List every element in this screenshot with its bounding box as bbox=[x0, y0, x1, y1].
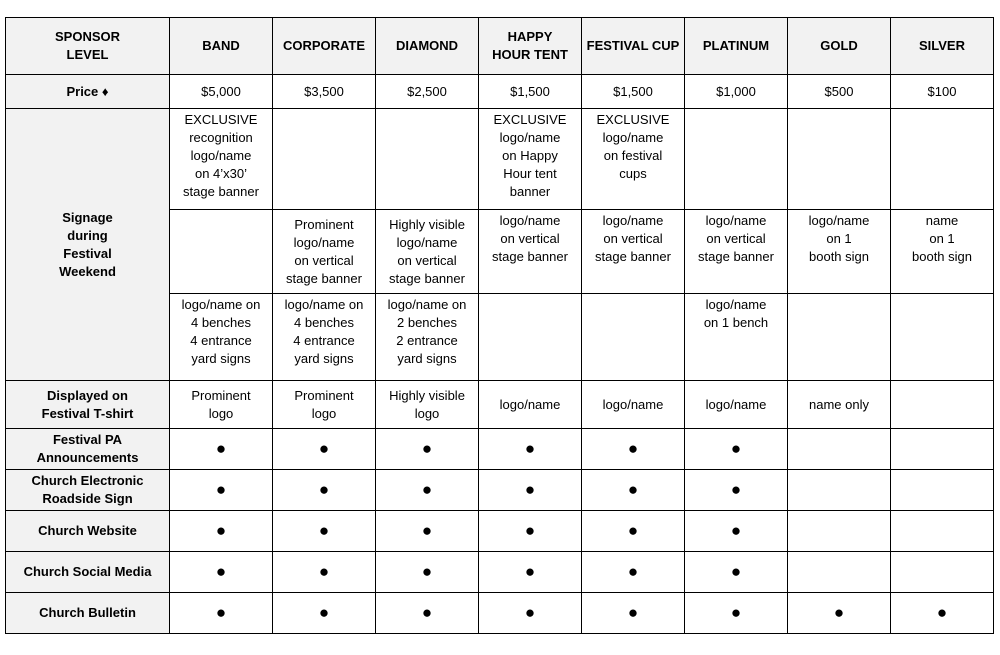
included-bullet bbox=[788, 429, 891, 470]
included-bullet: ● bbox=[582, 511, 685, 552]
tshirt-row bbox=[6, 381, 994, 429]
included-bullet: ● bbox=[685, 429, 788, 470]
tshirt-cell: logo/name bbox=[582, 381, 685, 429]
included-bullet: ● bbox=[376, 552, 479, 593]
sponsor-level-header: SPONSOR LEVEL bbox=[6, 18, 170, 75]
level-header-platinum: PLATINUM bbox=[685, 18, 788, 75]
benefit-label: Church Social Media bbox=[6, 552, 170, 593]
included-bullet: ● bbox=[376, 429, 479, 470]
included-bullet: ● bbox=[479, 552, 582, 593]
included-bullet: ● bbox=[273, 593, 376, 634]
benefit-row-website bbox=[6, 511, 994, 552]
price-cell: $1,500 bbox=[479, 75, 582, 109]
signage-cell bbox=[273, 109, 376, 210]
included-bullet bbox=[788, 552, 891, 593]
signage-label: Signage during Festival Weekend bbox=[6, 109, 170, 381]
included-bullet: ● bbox=[376, 511, 479, 552]
included-bullet bbox=[891, 429, 994, 470]
signage-cell: Highly visible logo/name on vertical stage banner bbox=[376, 210, 479, 294]
included-bullet: ● bbox=[273, 511, 376, 552]
price-label: Price ♦ bbox=[6, 75, 170, 109]
tshirt-cell: logo/name bbox=[479, 381, 582, 429]
price-cell: $1,000 bbox=[685, 75, 788, 109]
signage-cell: logo/name on 1 booth sign bbox=[788, 210, 891, 294]
price-cell: $3,500 bbox=[273, 75, 376, 109]
benefit-label: Church Bulletin bbox=[6, 593, 170, 634]
included-bullet: ● bbox=[582, 429, 685, 470]
included-bullet bbox=[891, 470, 994, 511]
header-row bbox=[6, 18, 994, 75]
benefit-row-social-media bbox=[6, 552, 994, 593]
included-bullet: ● bbox=[273, 429, 376, 470]
tshirt-cell: Prominent logo bbox=[170, 381, 273, 429]
level-header-corporate: CORPORATE bbox=[273, 18, 376, 75]
signage-cell bbox=[479, 294, 582, 381]
tshirt-cell: Highly visible logo bbox=[376, 381, 479, 429]
included-bullet: ● bbox=[685, 470, 788, 511]
signage-cell: logo/name on 1 bench bbox=[685, 294, 788, 381]
signage-cell: name on 1 booth sign bbox=[891, 210, 994, 294]
included-bullet: ● bbox=[376, 593, 479, 634]
included-bullet: ● bbox=[170, 429, 273, 470]
included-bullet: ● bbox=[273, 470, 376, 511]
signage-cell bbox=[788, 109, 891, 210]
benefit-label: Church Electronic Roadside Sign bbox=[6, 470, 170, 511]
included-bullet: ● bbox=[788, 593, 891, 634]
tshirt-label: Displayed on Festival T-shirt bbox=[6, 381, 170, 429]
included-bullet: ● bbox=[170, 552, 273, 593]
included-bullet: ● bbox=[170, 470, 273, 511]
price-cell: $500 bbox=[788, 75, 891, 109]
included-bullet bbox=[891, 552, 994, 593]
included-bullet: ● bbox=[376, 470, 479, 511]
level-header-happy-hour-tent: HAPPY HOUR TENT bbox=[479, 18, 582, 75]
included-bullet: ● bbox=[479, 470, 582, 511]
signage-cell bbox=[376, 109, 479, 210]
signage-cell bbox=[788, 294, 891, 381]
signage-row-exclusive bbox=[6, 109, 994, 210]
included-bullet: ● bbox=[479, 511, 582, 552]
level-header-gold: GOLD bbox=[788, 18, 891, 75]
level-header-silver: SILVER bbox=[891, 18, 994, 75]
signage-cell bbox=[170, 210, 273, 294]
signage-cell: logo/name on 4 benches 4 entrance yard signs bbox=[170, 294, 273, 381]
included-bullet: ● bbox=[479, 429, 582, 470]
included-bullet: ● bbox=[685, 552, 788, 593]
tshirt-cell: Prominent logo bbox=[273, 381, 376, 429]
price-cell: $100 bbox=[891, 75, 994, 109]
benefit-label: Festival PA Announcements bbox=[6, 429, 170, 470]
level-header-festival-cup: FESTIVAL CUP bbox=[582, 18, 685, 75]
included-bullet: ● bbox=[479, 593, 582, 634]
signage-cell: logo/name on vertical stage banner bbox=[582, 210, 685, 294]
included-bullet: ● bbox=[685, 511, 788, 552]
included-bullet: ● bbox=[273, 552, 376, 593]
included-bullet bbox=[788, 470, 891, 511]
signage-cell: Prominent logo/name on vertical stage banner bbox=[273, 210, 376, 294]
signage-cell bbox=[891, 294, 994, 381]
sponsor-levels-table bbox=[5, 17, 994, 634]
signage-cell: logo/name on vertical stage banner bbox=[479, 210, 582, 294]
included-bullet bbox=[788, 511, 891, 552]
included-bullet: ● bbox=[170, 511, 273, 552]
included-bullet: ● bbox=[582, 552, 685, 593]
signage-cell: logo/name on 4 benches 4 entrance yard signs bbox=[273, 294, 376, 381]
price-cell: $5,000 bbox=[170, 75, 273, 109]
signage-cell bbox=[891, 109, 994, 210]
signage-cell: logo/name on vertical stage banner bbox=[685, 210, 788, 294]
tshirt-cell: logo/name bbox=[685, 381, 788, 429]
price-row bbox=[6, 75, 994, 109]
included-bullet: ● bbox=[582, 470, 685, 511]
included-bullet: ● bbox=[685, 593, 788, 634]
level-header-diamond: DIAMOND bbox=[376, 18, 479, 75]
included-bullet bbox=[891, 511, 994, 552]
benefit-row-pa-announcements bbox=[6, 429, 994, 470]
signage-cell: EXCLUSIVE logo/name on festival cups bbox=[582, 109, 685, 210]
tshirt-cell bbox=[891, 381, 994, 429]
signage-cell: logo/name on 2 benches 2 entrance yard signs bbox=[376, 294, 479, 381]
level-header-band: BAND bbox=[170, 18, 273, 75]
benefit-row-bulletin bbox=[6, 593, 994, 634]
benefit-label: Church Website bbox=[6, 511, 170, 552]
price-cell: $2,500 bbox=[376, 75, 479, 109]
benefit-row-roadside-sign bbox=[6, 470, 994, 511]
tshirt-cell: name only bbox=[788, 381, 891, 429]
included-bullet: ● bbox=[582, 593, 685, 634]
signage-cell bbox=[582, 294, 685, 381]
included-bullet: ● bbox=[891, 593, 994, 634]
included-bullet: ● bbox=[170, 593, 273, 634]
signage-cell: EXCLUSIVE logo/name on Happy Hour tent banner bbox=[479, 109, 582, 210]
signage-cell bbox=[685, 109, 788, 210]
price-cell: $1,500 bbox=[582, 75, 685, 109]
signage-cell: EXCLUSIVE recognition logo/name on 4’x30’ stage banner bbox=[170, 109, 273, 210]
